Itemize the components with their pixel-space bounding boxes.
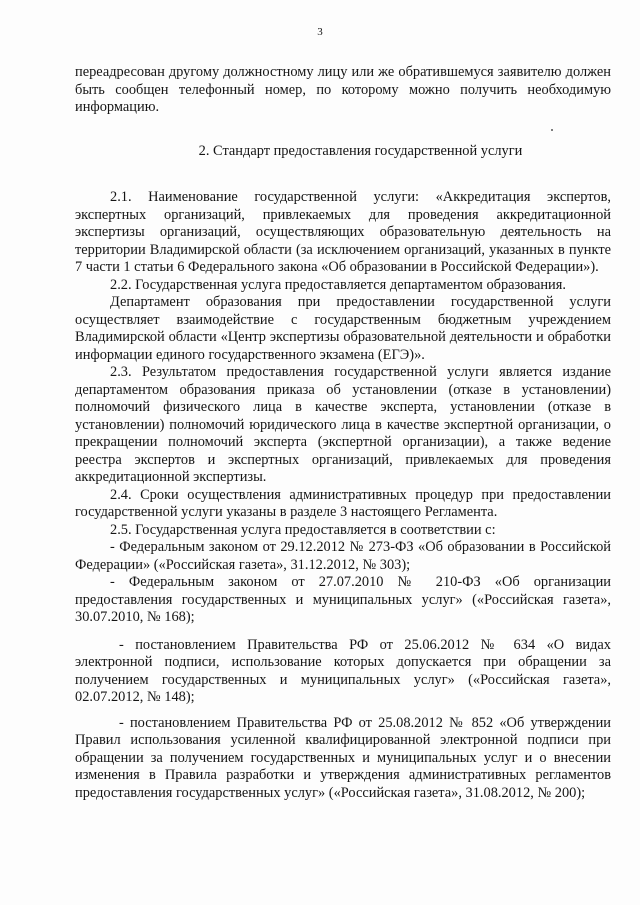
paragraph-2-2-interaction: Департамент образования при предоставлении государственной услуги осуществляет взаимодействие с государственным бюджетным учреждением Владимирской области «Центр экспертизы образовательной деятельности и обработки информации единого государственного экзамена (ЕГЭ)». <box>75 294 611 363</box>
paragraph-2-5: 2.5. Государственная услуга предоставляется в соответствии с: <box>110 521 496 538</box>
page-number: 3 <box>317 26 323 38</box>
legal-basis-item: - Федеральным законом от 29.12.2012 № 273-ФЗ «Об образовании в Российской Федерации» («Российская газета», 31.12.2012, № 303); <box>75 539 611 573</box>
paragraph-2-4: 2.4. Сроки осуществления административных процедур при предоставлении государственной услуги указаны в разделе 3 настоящего Регламента. <box>75 486 611 520</box>
legal-basis-item: - Федеральным законом от 27.07.2010 № 210-ФЗ «Об организации предоставления государственных и муниципальных услуг» («Российская газета», 30.07.2010, № 168); <box>75 574 611 625</box>
document-body <box>75 64 611 802</box>
spacer <box>75 627 611 637</box>
intro-paragraph: переадресован другому должностному лицу или же обратившемуся заявителю должен быть сообщен телефонный номер, по которому можно получить необходимую информацию. <box>75 64 611 115</box>
spacer <box>75 160 611 189</box>
legal-basis-item: - постановлением Правительства РФ от 25.06.2012 № 634 «О видах электронной подписи, использование которых допускается при обращении за получением государственных и муниципальных услуг» («Российская газета», 02.07.2012, № 148); <box>75 636 611 705</box>
legal-basis-item: - постановлением Правительства РФ от 25.08.2012 № 852 «Об утверждении Правил использования усиленной квалифицированной электронной подписи при обращении за получением государственных и муниципальных услуг и о внесении изменения в Правила разработки и утверждения административных регламентов предоставления государственных услуг» («Российская газета», 31.08.2012, № 200); <box>75 714 611 801</box>
paragraph-2-3: 2.3. Результатом предоставления государственной услуги является издание департаментом образования приказа об установлении (отказе в установлении) полномочий физического лица в качестве эксперта, установлении (отказе в установлении) полномочий юридического лица в качестве экспертной организации, о прекращении полномочий эксперта (экспертной организации), а также ведение реестра экспертов и экспертных организаций, привлекаемых для проведения аккредитационной экспертизы. <box>75 364 611 485</box>
spacer <box>75 117 611 143</box>
paragraph-2-1: 2.1. Наименование государственной услуги: «Аккредитация экспертов, экспертных организаций, привлекаемых для проведения аккредитационной экспертизы организаций, осуществляющих образовательную деятельность на территории Владимирской области (за исключением организаций, указанных в пункте 7 части 1 статьи 6 Федерального закона «Об образовании в Российской Федерации»). <box>75 189 611 275</box>
section-title: 2. Стандарт предоставления государственной услуги <box>198 142 523 159</box>
spacer <box>75 707 611 715</box>
paragraph-2-2: 2.2. Государственная услуга предоставляется департаментом образования. <box>110 276 566 293</box>
